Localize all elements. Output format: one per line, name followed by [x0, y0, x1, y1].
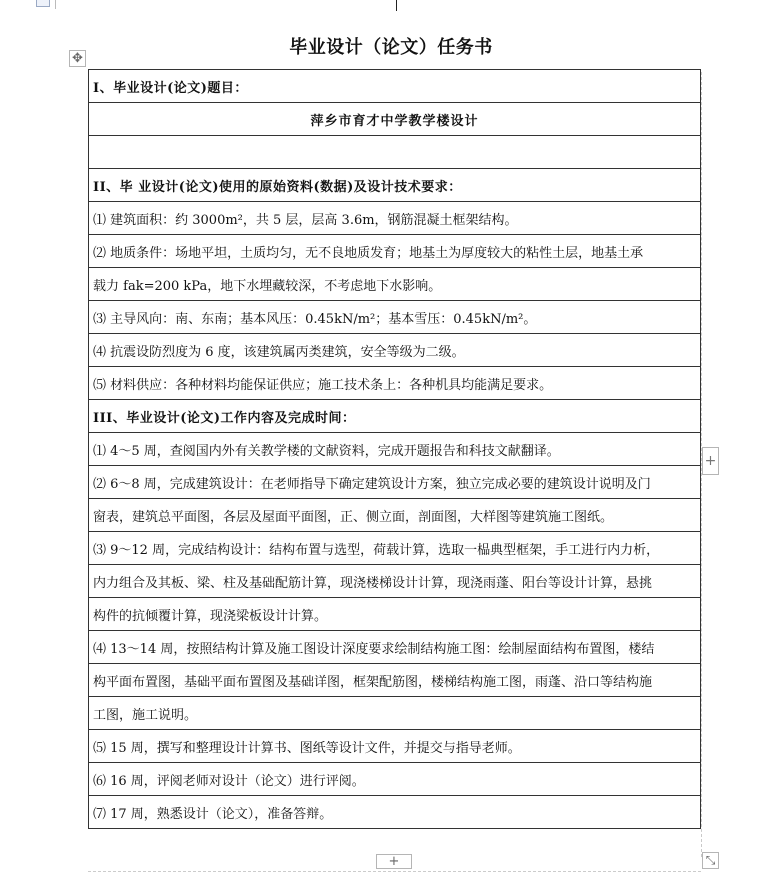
document-title: 毕业设计（论文）任务书: [289, 37, 493, 58]
table-row: [89, 334, 701, 367]
table-row: [89, 598, 701, 631]
work-item-4-line-2[interactable]: 构平面布置图，基础平面布置图及基础详图，框架配筋图，楼梯结构施工图，雨蓬、沿口等结构施: [89, 664, 701, 697]
section3-heading[interactable]: III、毕业设计(论文)工作内容及完成时间：: [89, 400, 701, 433]
project-title[interactable]: 萍乡市育才中学教学楼设计: [89, 103, 701, 136]
work-item-3-line-1[interactable]: ⑶ 9～12 周，完成结构设计：结构布置与选型，荷载计算，选取一榀典型框架，手工进行内力析，: [89, 532, 701, 565]
table-row: [89, 367, 701, 400]
requirement-3[interactable]: ⑶ 主导风向：南、东南；基本风压：0.45kN/m²；基本雪压：0.45kN/m²。: [89, 301, 701, 334]
work-item-6[interactable]: ⑹ 16 周，评阅老师对设计（论文）进行评阅。: [89, 763, 701, 796]
table-row: [89, 301, 701, 334]
work-item-2-line-1[interactable]: ⑵ 6～8 周，完成建筑设计：在老师指导下确定建筑设计方案，独立完成必要的建筑设计说明及门: [89, 466, 701, 499]
table-row: [89, 433, 701, 466]
requirement-1[interactable]: ⑴ 建筑面积：约 3000m²，共 5 层，层高 3.6m，钢筋混凝土框架结构。: [89, 202, 701, 235]
table-row: [89, 103, 701, 136]
table-row: [89, 70, 701, 103]
document-corner-icon: [36, 0, 50, 7]
table-row: [89, 202, 701, 235]
table-row: [89, 631, 701, 664]
work-item-4-line-3[interactable]: 工图，施工说明。: [89, 697, 701, 730]
table-row: [89, 532, 701, 565]
table-row: [89, 763, 701, 796]
ruler-tick: [55, 0, 56, 9]
section1-heading[interactable]: I、毕业设计(论文)题目：: [89, 70, 701, 103]
requirement-2-line-1[interactable]: ⑵ 地质条件：场地平坦，土质均匀，无不良地质发育；地基土为厚度较大的粘性土层，地基土承: [89, 235, 701, 268]
task-table: [88, 69, 701, 829]
table-row: [89, 499, 701, 532]
table-row: [89, 664, 701, 697]
table-row: [89, 730, 701, 763]
table-row: [89, 136, 701, 169]
work-item-3-line-3[interactable]: 构件的抗倾覆计算，现浇梁板设计计算。: [89, 598, 701, 631]
section2-heading[interactable]: II、毕 业设计(论文)使用的原始资料(数据)及设计技术要求：: [89, 169, 701, 202]
work-item-7[interactable]: ⑺ 17 周，熟悉设计（论文），准备答辩。: [89, 796, 701, 829]
table-row: [89, 235, 701, 268]
table-row: [89, 697, 701, 730]
table-row: [89, 169, 701, 202]
work-item-5[interactable]: ⑸ 15 周，撰写和整理设计计算书、图纸等设计文件，并提交与指导老师。: [89, 730, 701, 763]
work-item-2-line-2[interactable]: 窗表，建筑总平面图，各层及屋面平面图，正、侧立面，剖面图，大样图等建筑施工图纸。: [89, 499, 701, 532]
work-item-4-line-1[interactable]: ⑷ 13～14 周，按照结构计算及施工图设计深度要求绘制结构施工图：绘制屋面结构布置图，楼结: [89, 631, 701, 664]
page-bottom-guide: [88, 871, 701, 872]
table-row: [89, 400, 701, 433]
blank-cell[interactable]: [89, 136, 701, 169]
work-item-3-line-2[interactable]: 内力组合及其板、梁、柱及基础配筋计算，现浇楼梯设计计算，现浇雨蓬、阳台等设计计算，悬挑: [89, 565, 701, 598]
table-row: [89, 466, 701, 499]
text-cursor: [396, 0, 397, 11]
requirement-2-line-2[interactable]: 载力 fak=200 kPa，地下水埋藏较深，不考虑地下水影响。: [89, 268, 701, 301]
table-row: [89, 565, 701, 598]
requirement-5[interactable]: ⑸ 材料供应：各种材料均能保证供应；施工技术条上：各种机具均能满足要求。: [89, 367, 701, 400]
requirement-4[interactable]: ⑷ 抗震设防烈度为 6 度，该建筑属丙类建筑，安全等级为二级。: [89, 334, 701, 367]
work-item-1[interactable]: ⑴ 4～5 周，查阅国内外有关教学楼的文献资料，完成开题报告和科技文献翻译。: [89, 433, 701, 466]
table-row: [89, 268, 701, 301]
add-column-plus-icon[interactable]: +: [702, 447, 719, 475]
table-move-handle-icon[interactable]: ✥: [69, 50, 86, 67]
add-row-plus-icon[interactable]: +: [376, 854, 412, 869]
table-resize-icon[interactable]: ⤡: [702, 852, 719, 869]
table-row: [89, 796, 701, 829]
